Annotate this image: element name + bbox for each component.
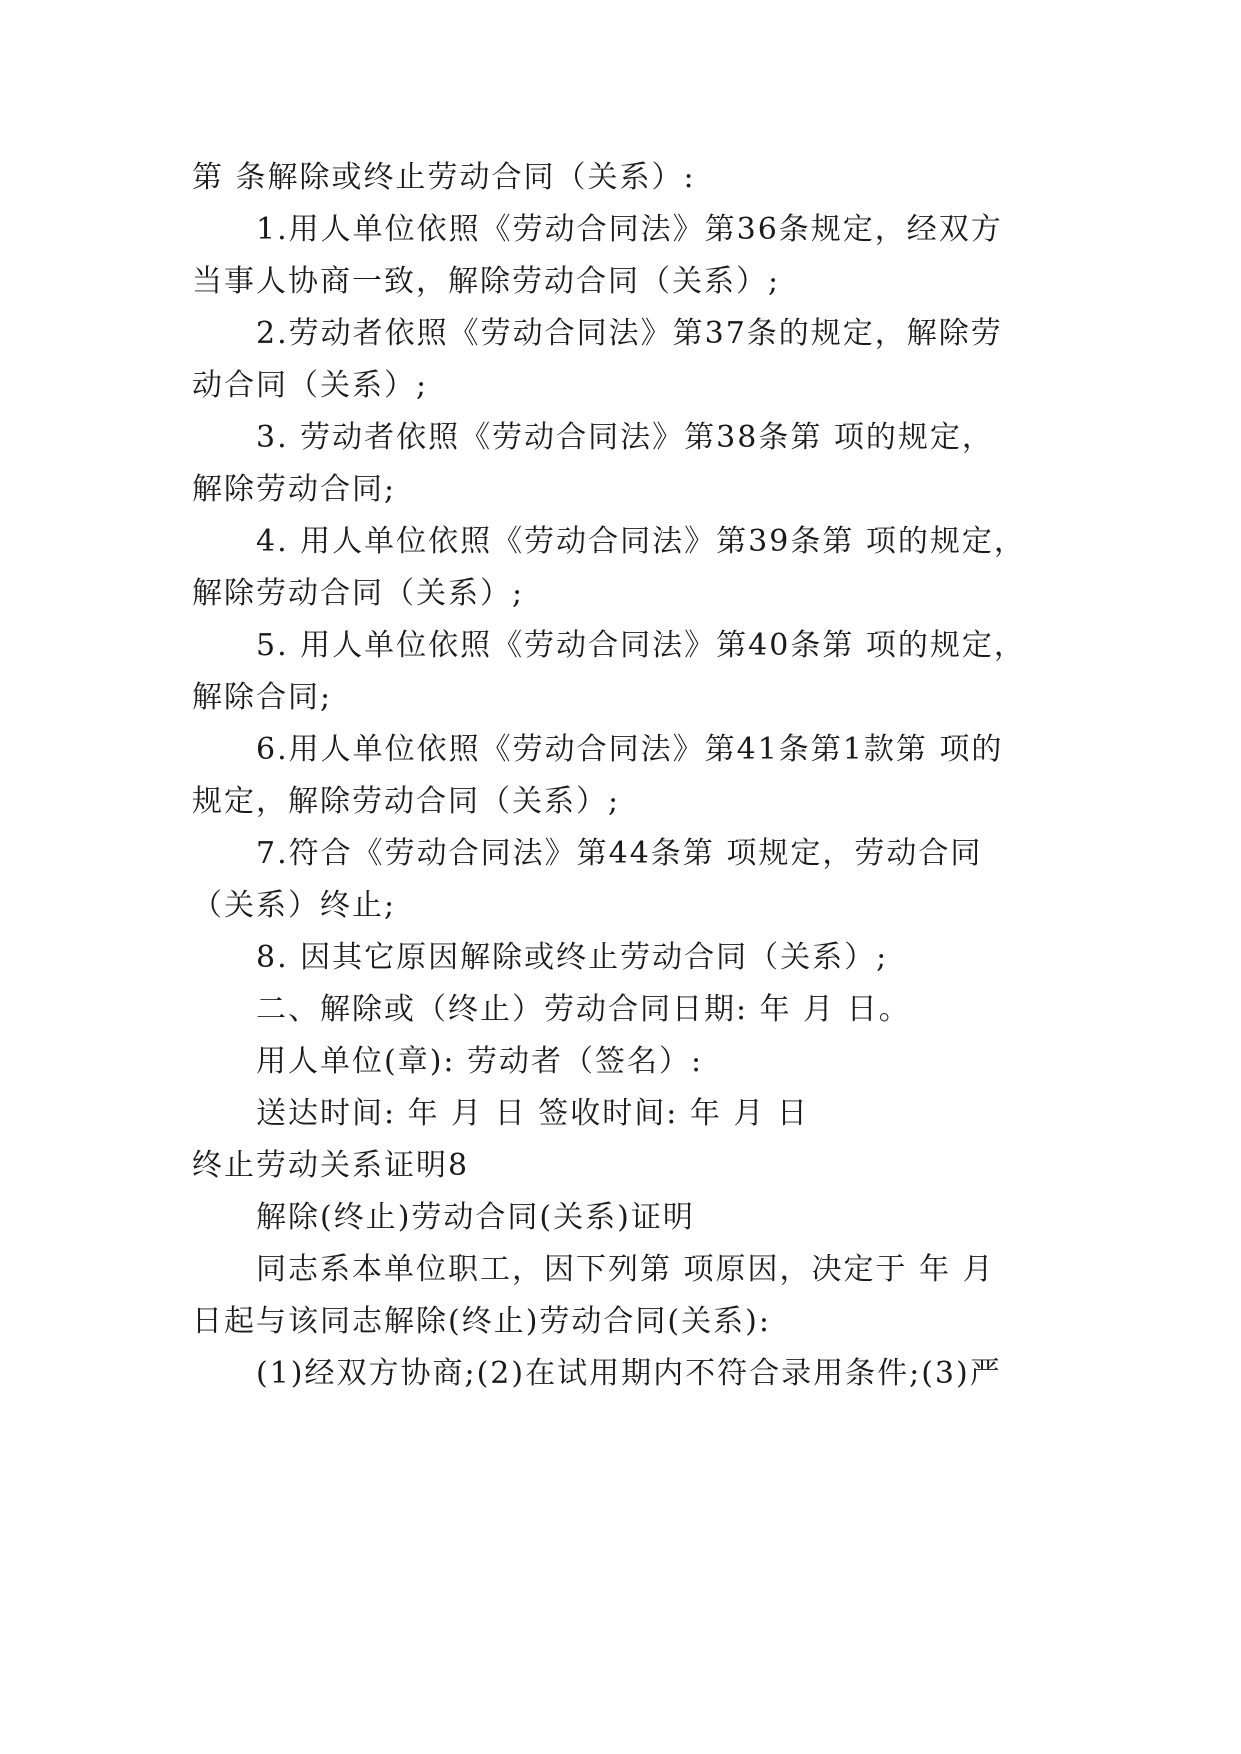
section-heading: 终止劳动关系证明8 [192, 1148, 470, 1183]
text-line: 解除劳动合同; [192, 472, 397, 507]
text-line: 4. 用人单位依照《劳动合同法》第39条第 项的规定， [256, 524, 1026, 559]
text-line: 同志系本单位职工，因下列第 项原因，决定于 年 月 [256, 1252, 995, 1287]
text-line: 当事人协商一致，解除劳动合同（关系）; [192, 264, 781, 299]
text-line: 用人单位(章): 劳动者（签名）: [256, 1044, 704, 1079]
text-line: 8. 因其它原因解除或终止劳动合同（关系）; [256, 940, 889, 975]
text-line: (1)经双方协商;(2)在试用期内不符合录用条件;(3)严 [256, 1356, 1002, 1391]
text-line: 5. 用人单位依照《劳动合同法》第40条第 项的规定， [256, 628, 1026, 663]
text-line: 送达时间: 年 月 日 签收时间: 年 月 日 [256, 1096, 809, 1131]
text-line: 1.用人单位依照《劳动合同法》第36条规定，经双方 [256, 212, 1003, 247]
text-line: 动合同（关系）; [192, 368, 429, 403]
text-line: 规定，解除劳动合同（关系）; [192, 784, 621, 819]
text-line: 日起与该同志解除(终止)劳动合同(关系): [192, 1304, 771, 1339]
text-line: （关系）终止; [192, 888, 397, 923]
text-line: 解除合同; [192, 680, 333, 715]
document-title: 解除(终止)劳动合同(关系)证明 [256, 1200, 695, 1235]
text-line: 2.劳动者依照《劳动合同法》第37条的规定，解除劳 [256, 316, 1003, 351]
text-line: 第 条解除或终止劳动合同（关系）: [192, 160, 696, 195]
text-line: 6.用人单位依照《劳动合同法》第41条第1款第 项的 [256, 732, 1004, 767]
text-line: 二、解除或（终止）劳动合同日期: 年 月 日。 [256, 992, 911, 1027]
text-line: 解除劳动合同（关系）; [192, 576, 525, 611]
text-line: 7.符合《劳动合同法》第44条第 项规定，劳动合同 [256, 836, 983, 871]
text-line: 3. 劳动者依照《劳动合同法》第38条第 项的规定， [256, 420, 994, 455]
